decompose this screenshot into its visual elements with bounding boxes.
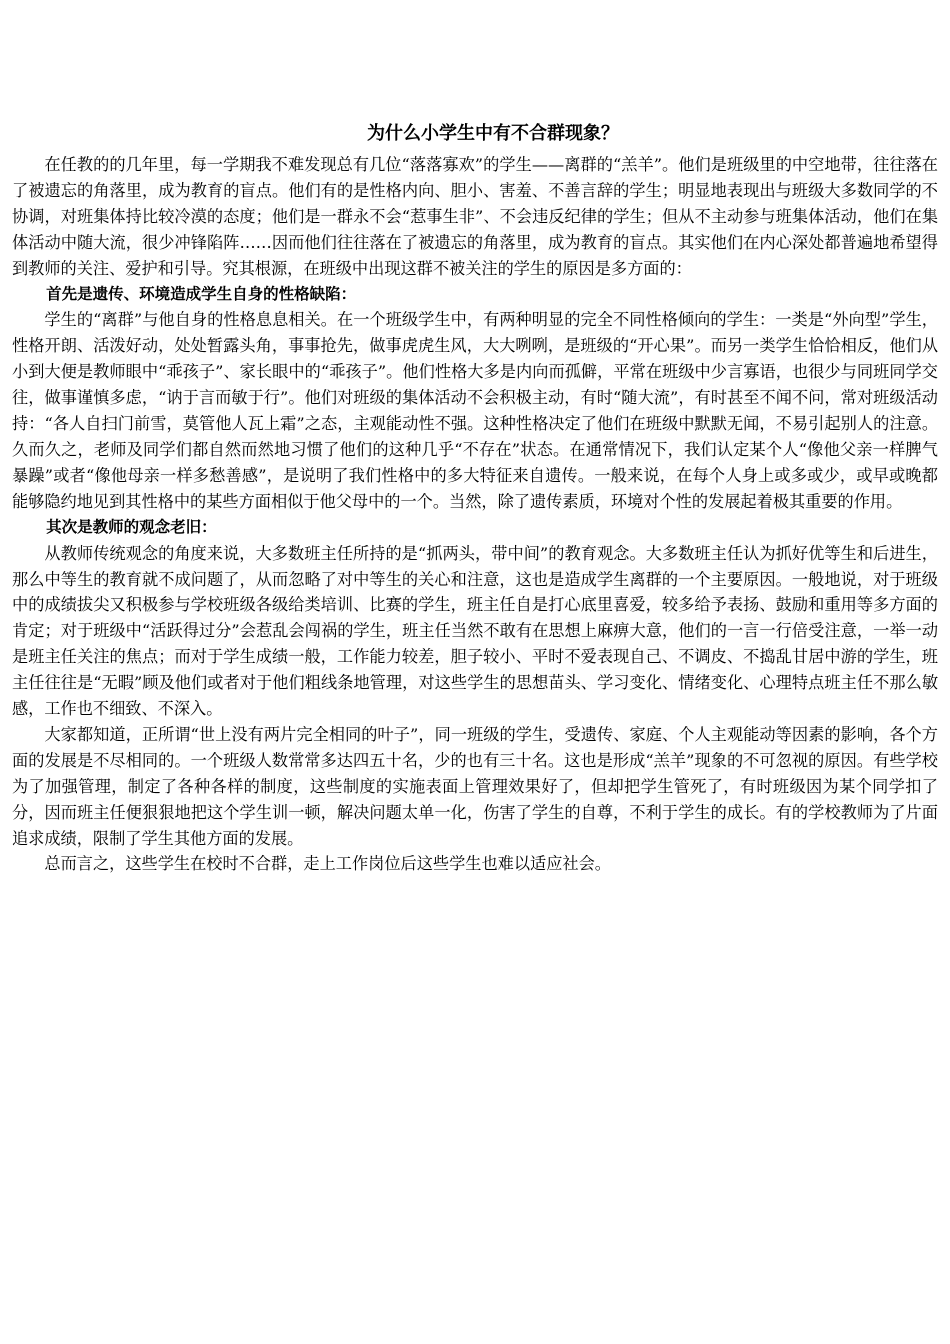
- intro-paragraph: 在任教的的几年里，每一学期我不难发现总有几位“落落寡欢”的学生——离群的“羔羊”。他们是班级里的中空地带，往往落在了被遗忘的角落里，成为教育的盲点。他们有的是性格内向、胆小、害羞、不善言辞的学生；明显地表现出与班级大多数同学的不协调，对班集体持比较冷漠的态度；他们是一群永不会“惹事生非”、不会违反纪律的学生；但从不主动参与班集体活动，他们在集体活动中随大流，很少冲锋陷阵……因而他们往往落在了被遗忘的角落里，成为教育的盲点。其实他们在内心深处都普遍地希望得到教师的关注、爱护和引导。究其根源，在班级中出现这群不被关注的学生的原因是多方面的：: [12, 155, 938, 278]
- document-title: 为什么小学生中有不合群现象？: [367, 123, 619, 144]
- document-page: [12, 116, 938, 877]
- conclusion-paragraph: 总而言之，这些学生在校时不合群，走上工作岗位后这些学生也难以适应社会。: [44, 854, 611, 874]
- section-heading-teacher-concepts: 其次是教师的观念老旧：: [46, 517, 217, 536]
- class-size-paragraph: 大家都知道，正所谓“世上没有两片完全相同的叶子”，同一班级的学生，受遗传、家庭、个人主观能动等因素的影响，各个方面的发展是不尽相同的。一个班级人数常常多达四五十名，少的也有三十名。这也是形成“羔羊”现象的不可忽视的原因。有些学校为了加强管理，制定了各种各样的制度，这些制度的实施表面上管理效果好了，但却把学生管死了，有时班级因为某个同学扣了分，因而班主任便狠狠地把这个学生训一顿，解决问题太单一化，伤害了学生的自尊，不利于学生的成长。有的学校教师为了片面追求成绩，限制了学生其他方面的发展。: [12, 724, 938, 848]
- teacher-concepts-paragraph: 从教师传统观念的角度来说，大多数班主任所持的是“抓两头，带中间”的教育观念。大多数班主任认为抓好优等生和后进生，那么中等生的教育就不成问题了，从而忽略了对中等生的关心和注意，这也是造成学生离群的一个主要原因。一般地说，对于班级中的成绩拔尖又积极参与学校班级各级给类培训、比赛的学生，班主任自是打心底里喜爱，较多给予表扬、鼓励和重用等多方面的肯定；对于班级中“活跃得过分”会惹乱会闯祸的学生，班主任当然不敢有在思想上麻痹大意，他们的一言一行倍受注意，一举一动是班主任关注的焦点；而对于学生成绩一般，工作能力较差，胆子较小、平时不爱表现自己、不调皮、不捣乱甘居中游的学生，班主任往往是“无暇”顾及他们或者对于他们粗线条地管理，对这些学生的思想苗头、学习变化、情绪变化、心理特点班主任不那么敏感，工作也不细致、不深入。: [12, 543, 938, 719]
- heredity-paragraph: 学生的“离群”与他自身的性格息息相关。在一个班级学生中，有两种明显的完全不同性格倾向的学生：一类是“外向型”学生，性格开朗、活泼好动，处处暂露头角，事事抢先，做事虎虎生风，大大咧咧，是班级的“开心果”。而另一类学生恰恰相反，他们从小到大便是教师眼中“乖孩子”、家长眼中的“乖孩子”。他们性格大多是内向而孤僻，平常在班级中少言寡语，也很少与同班同学交往，做事谨慎多虑，“讷于言而敏于行”。他们对班级的集体活动不会积极主动，有时“随大流”，有时甚至不闻不问，常对班级活动持：“各人自扫门前雪，莫管他人瓦上霜”之态，主观能动性不强。这种性格决定了他们在班级中默默无闻，不易引起别人的注意。久而久之，老师及同学们都自然而然地习惯了他们的这种几乎“不存在”状态。在通常情况下，我们认定某个人“像他父亲一样脾气暴躁”或者“像他母亲一样多愁善感”，是说明了我们性格中的多大特征来自遗传。一般来说，在每个人身上或多或少，或早或晚都能够隐约地见到其性格中的某些方面相似于他父母中的一个。当然，除了遗传素质，环境对个性的发展起着极其重要的作用。: [12, 310, 938, 511]
- section-heading-heredity: 首先是遗传、环境造成学生自身的性格缺陷：: [46, 284, 357, 303]
